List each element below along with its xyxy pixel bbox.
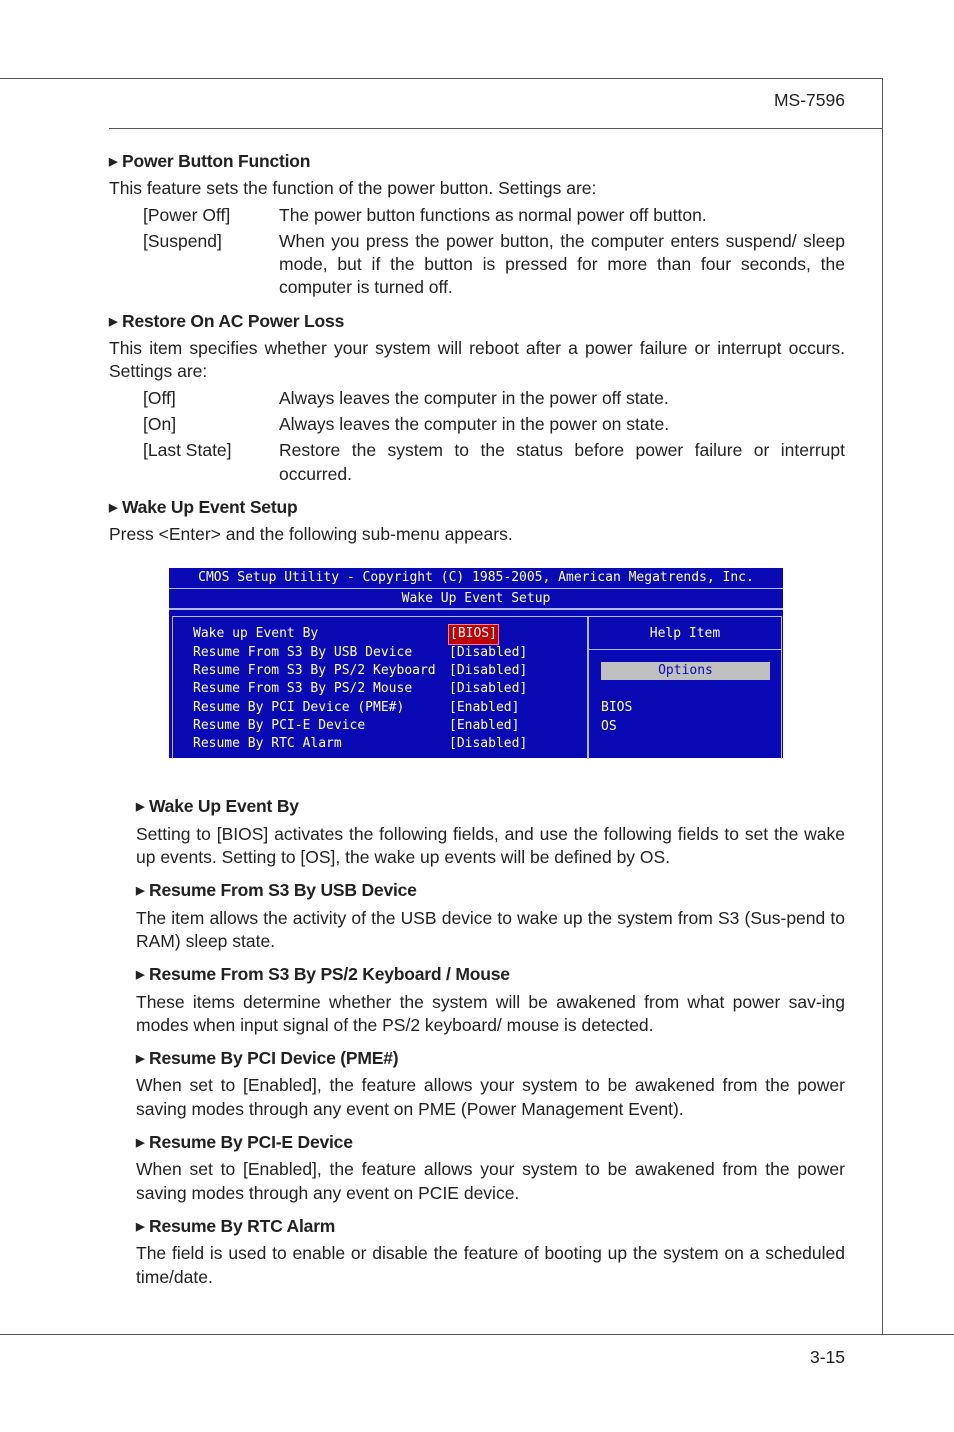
bios-setting-value[interactable]: [Disabled]: [449, 736, 528, 752]
main-content: [109, 150, 845, 1289]
header-rule-bottom: [109, 128, 883, 129]
option-row: [143, 204, 845, 227]
bullet-arrow-icon: ▶: [136, 1053, 145, 1066]
section-title: Power Button Function: [122, 151, 311, 171]
bullet-arrow-icon: ▶: [136, 885, 145, 898]
subsection-text: Setting to [BIOS] activates the following fields, and use the following fields to set the wake up events. Setting to [OS], the wake up events will be defined by OS.: [136, 823, 845, 868]
bios-setting-value[interactable]: [Disabled]: [449, 681, 528, 697]
section-text: Press <Enter> and the following sub-menu appears.: [109, 524, 513, 545]
page-number: 3-15: [809, 1347, 845, 1367]
bios-setting-value[interactable]: [Disabled]: [449, 644, 528, 660]
bios-setting-value[interactable]: [Disabled]: [449, 663, 528, 679]
section-title: Restore On AC Power Loss: [122, 310, 345, 331]
subsection-heading: [136, 963, 845, 987]
bullet-arrow-icon: ▶: [109, 501, 118, 514]
option-row: [143, 439, 845, 486]
bullet-arrow-icon: ▶: [136, 801, 145, 814]
subsection-heading: [136, 1131, 845, 1155]
help-option: BIOS: [601, 700, 633, 716]
subsection-heading: [136, 795, 845, 819]
header-rule-top: [0, 78, 883, 79]
subsection-title: Resume From S3 By PS/2 Keyboard / Mouse: [149, 964, 510, 985]
subsection-heading: [136, 879, 845, 903]
bios-setting-value[interactable]: [BIOS]: [449, 625, 498, 643]
option-key: [Suspend]: [143, 230, 222, 251]
subsection-text: These items determine whether the system will be awakened from what power sav-ing modes when input signal of the PS/2 keyboard/ mouse is detected.: [136, 991, 845, 1035]
subsection-text: When set to [Enabled], the feature allows your system to be awakened from the power saving modes through any event on PCIE device.: [136, 1159, 845, 1203]
section-title: Wake Up Event Setup: [122, 496, 298, 517]
bullet-arrow-icon: ▶: [136, 1220, 145, 1233]
section-heading: [109, 310, 845, 334]
bios-title: CMOS Setup Utility - Copyright (C) 1985-2005, American Megatrends, Inc.: [169, 568, 783, 589]
subsection-title: Resume By PCI Device (PME#): [149, 1048, 399, 1069]
option-key: [Power Off]: [143, 204, 231, 225]
footer-rule: [0, 1334, 954, 1335]
help-item-title: Help Item: [589, 625, 781, 650]
option-desc: The power button functions as normal power off button.: [279, 204, 707, 225]
right-margin-rule: [882, 78, 883, 1335]
bios-setting-name: Resume From S3 By PS/2 Mouse: [193, 681, 413, 697]
bios-settings-panel: [172, 616, 588, 759]
section-text: This feature sets the function of the power button. Settings are:: [109, 178, 597, 199]
option-key: [Last State]: [143, 440, 232, 461]
bios-subtitle: Wake Up Event Setup: [169, 589, 783, 610]
bios-setting-name: Resume By PCI Device (PME#): [193, 699, 405, 715]
option-row: [143, 230, 845, 300]
option-desc: Always leaves the computer in the power on state.: [279, 413, 670, 434]
bios-setting-name: Resume By RTC Alarm: [193, 736, 342, 752]
section-text: This item specifies whether your system will reboot after a power failure or interrupt occurs. Settings are:: [109, 338, 845, 382]
option-key: [Off]: [143, 387, 176, 408]
subsection-text: The item allows the activity of the USB device to wake up the system from S3 (Sus-pend to RAM) sleep state.: [136, 907, 845, 951]
bullet-arrow-icon: ▶: [109, 156, 118, 168]
help-option: OS: [601, 718, 617, 734]
bullet-arrow-icon: ▶: [136, 1137, 145, 1150]
subsection-text: The field is used to enable or disable the feature of booting up the system on a scheduled time/date.: [136, 1243, 845, 1287]
spacer: [109, 758, 845, 795]
bios-setting-name: Resume From S3 By PS/2 Keyboard: [193, 663, 436, 679]
option-desc: When you press the power button, the computer enters suspend/ sleep mode, but if the button is pressed for more than four seconds, the computer is turned off.: [279, 230, 845, 298]
subsection-heading: [136, 1047, 845, 1071]
option-desc: Always leaves the computer in the power off state.: [279, 387, 669, 408]
bios-setup-screen: [169, 568, 783, 758]
option-row: [143, 413, 845, 436]
subsection-title: Resume From S3 By USB Device: [149, 880, 417, 901]
options-bar: Options: [601, 662, 770, 680]
subsection-title: Wake Up Event By: [149, 796, 299, 817]
bios-setting-name: Wake up Event By: [193, 626, 319, 642]
bios-help-panel: [588, 616, 782, 759]
subsections: [136, 795, 845, 1288]
bios-setting-name: Resume By PCI-E Device: [193, 717, 366, 733]
section-heading: [109, 150, 845, 174]
subsection-heading: [136, 1215, 845, 1239]
model-number: MS-7596: [773, 90, 845, 110]
option-desc: Restore the system to the status before power failure or interrupt occurred.: [279, 440, 845, 484]
option-key: [On]: [143, 413, 177, 434]
bios-setting-value[interactable]: [Enabled]: [449, 699, 520, 715]
subsection-text: When set to [Enabled], the feature allows your system to be awakened from the power saving modes through any event on PME (Power Management Event).: [136, 1075, 845, 1119]
bullet-arrow-icon: ▶: [109, 315, 118, 328]
option-row: [143, 387, 845, 410]
bullet-arrow-icon: ▶: [136, 969, 145, 982]
section-heading: [109, 496, 845, 520]
bios-setting-value[interactable]: [Enabled]: [449, 717, 520, 733]
subsection-title: Resume By RTC Alarm: [149, 1215, 336, 1236]
bios-setting-name: Resume From S3 By USB Device: [193, 644, 413, 660]
subsection-title: Resume By PCI-E Device: [149, 1132, 353, 1153]
